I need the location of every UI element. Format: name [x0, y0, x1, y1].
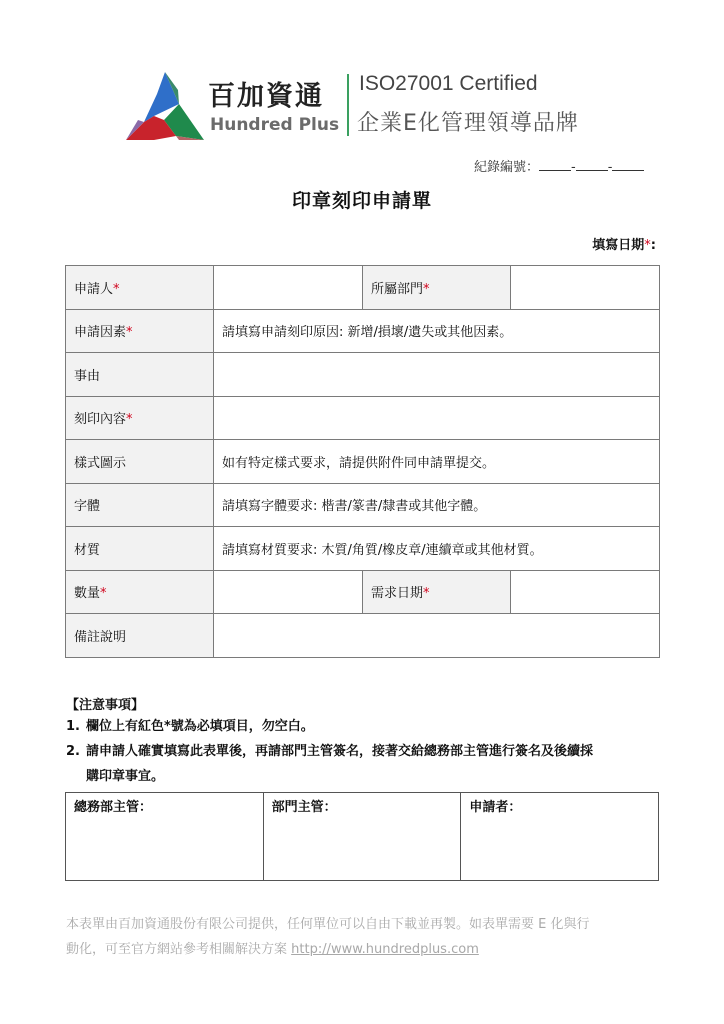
note-text: 欄位上有紅色*號為必填項目，勿空白。	[86, 719, 314, 734]
record-number	[474, 156, 644, 175]
footer-line-2	[66, 937, 666, 962]
applicant-label: 申請人*	[66, 266, 214, 310]
fill-date-text: 填寫日期	[592, 238, 645, 253]
due-date-label: 需求日期*	[363, 570, 511, 614]
brand-name-chinese: 百加資通	[208, 81, 324, 112]
table-row	[66, 266, 660, 310]
content-label: 刻印內容*	[66, 396, 214, 440]
table-row	[66, 396, 660, 440]
notes-title: 【注意事項】	[66, 698, 145, 713]
signature-table	[65, 792, 659, 881]
brand-slogan: 企業E化管理領導品牌	[357, 111, 579, 136]
logo-triangle-icon	[124, 70, 206, 142]
certification-text: ISO27001 Certified	[359, 72, 538, 95]
style-field[interactable]: 如有特定樣式要求，請提供附件同申請單提交。	[214, 440, 660, 484]
brand-name-english: Hundred Plus	[210, 115, 340, 135]
table-row	[66, 527, 660, 571]
note-item	[66, 714, 666, 739]
fill-date-colon: :	[650, 238, 656, 253]
footer-note	[66, 912, 666, 962]
table-row	[66, 614, 660, 658]
table-row	[66, 309, 660, 353]
applicant-signature[interactable]: 申請者：	[461, 793, 659, 881]
remarks-field[interactable]	[214, 614, 660, 658]
remarks-label: 備註說明	[66, 614, 214, 658]
record-blank-3[interactable]	[612, 158, 644, 171]
brand-divider	[347, 74, 349, 136]
quantity-label: 數量*	[66, 570, 214, 614]
table-row	[66, 440, 660, 484]
cause-label: 事由	[66, 353, 214, 397]
note-number: 1.	[66, 719, 80, 734]
quantity-field[interactable]	[214, 570, 363, 614]
table-row	[66, 483, 660, 527]
reason-field[interactable]: 請填寫申請刻印原因: 新增/損壞/遺失或其他因素。	[214, 309, 660, 353]
due-date-field[interactable]	[511, 570, 660, 614]
style-label: 樣式圖示	[66, 440, 214, 484]
font-field[interactable]: 請填寫字體要求: 楷書/篆書/隸書或其他字體。	[214, 483, 660, 527]
footer-line-2-text: 動化，可至官方網站參考相關解決方案	[66, 942, 292, 957]
note-item	[66, 739, 666, 789]
page-title: 印章刻印申請單	[291, 190, 432, 212]
required-mark: *	[644, 238, 651, 253]
department-label: 所屬部門*	[363, 266, 511, 310]
footer-line-1: 本表單由百加資通股份有限公司提供，任何單位可以自由下載並再製。如表單需要 E 化與行	[66, 917, 590, 932]
table-row	[66, 570, 660, 614]
note-text: 請申請人確實填寫此表單後，再請部門主管簽名，接著交給總務部主管進行簽名及後續採	[86, 744, 594, 759]
reason-label: 申請因素*	[66, 309, 214, 353]
company-logo	[124, 70, 206, 142]
application-form-table	[65, 265, 660, 658]
fill-date-label	[592, 234, 656, 253]
record-blank-1[interactable]	[539, 158, 571, 171]
note-text-continued: 購印章事宜。	[86, 769, 165, 784]
applicant-field[interactable]	[214, 266, 363, 310]
record-number-label: 紀錄編號：	[474, 160, 540, 175]
general-affairs-signature[interactable]: 總務部主管：	[66, 793, 264, 881]
font-label: 字體	[66, 483, 214, 527]
department-manager-signature[interactable]: 部門主管：	[263, 793, 461, 881]
table-row	[66, 793, 659, 881]
content-field[interactable]	[214, 396, 660, 440]
record-separator: -	[571, 160, 576, 175]
record-blank-2[interactable]	[576, 158, 608, 171]
table-row	[66, 353, 660, 397]
website-link[interactable]: http://www.hundredplus.com	[291, 942, 479, 957]
record-separator: -	[607, 160, 613, 175]
cause-field[interactable]	[214, 353, 660, 397]
department-field[interactable]	[511, 266, 660, 310]
material-field[interactable]: 請填寫材質要求: 木質/角質/橡皮章/連續章或其他材質。	[214, 527, 660, 571]
material-label: 材質	[66, 527, 214, 571]
note-number: 2.	[66, 744, 80, 759]
